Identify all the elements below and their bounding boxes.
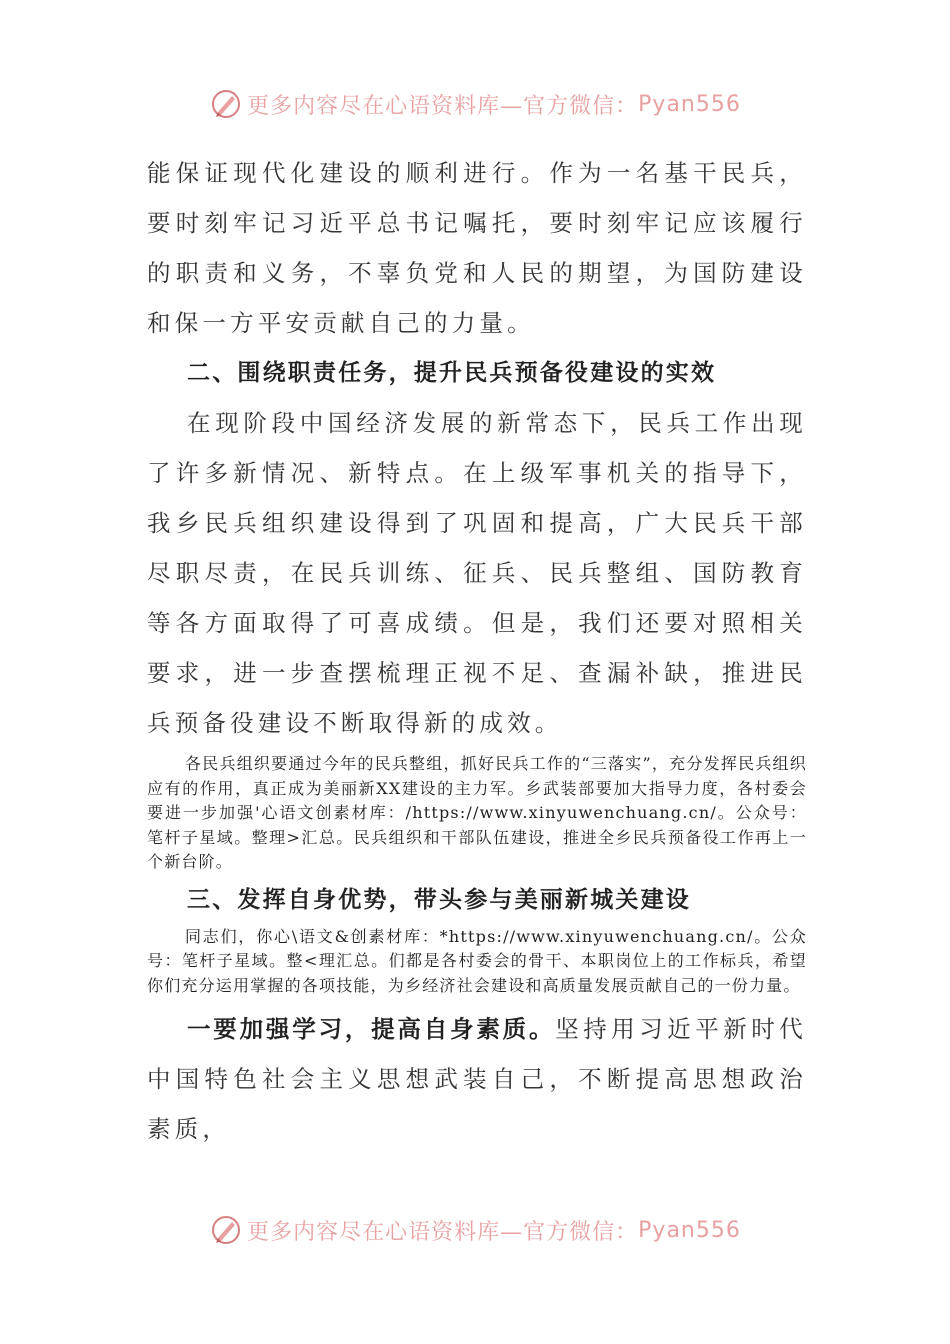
footer-banner [0,1210,950,1250]
section-heading-3: 三、发挥自身优势，带头参与美丽新城关建设 [187,886,691,913]
banner-wechat-id: Pyan556 [638,1217,741,1243]
paragraph-5-text: 坚持用习近平新时代中国特色社会主义思想武装自己，不断提高思想政治素质， [147,1015,807,1143]
document-body [147,148,807,1154]
paragraph-4: 同志们，你心\语文&创素材库：*https://www.xinyuwenchuang.cn/。公众号：笔杆子星域。整<理汇总。们都是各村委会的骨干、本职岗位上的工作标兵，希望你们充分运用掌握的各项技能，为乡经济社会建设和高质量发展贡献自己的一份力量。 [147,926,807,995]
paragraph-5-lead: 一要加强学习，提高自身素质。 [187,1015,556,1043]
paragraph-5 [147,1004,807,1154]
pen-logo-icon [209,87,243,121]
pen-logo-icon [209,1213,243,1247]
banner-text: 更多内容尽在心语资料库—官方微信： [247,93,639,119]
banner-text: 更多内容尽在心语资料库—官方微信： [247,1219,639,1245]
banner-wechat-id: Pyan556 [638,91,741,117]
header-banner [0,84,950,124]
paragraph-1: 能保证现代化建设的顺利进行。作为一名基干民兵，要时刻牢记习近平总书记嘱托，要时刻牢记应该履行的职责和义务，不辜负党和人民的期望，为国防建设和保一方平安贡献自己的力量。 [147,159,807,337]
section-heading-2: 二、围绕职责任务，提升民兵预备役建设的实效 [187,360,717,386]
paragraph-2: 在现阶段中国经济发展的新常态下，民兵工作出现了许多新情况、新特点。在上级军事机关的指导下，我乡民兵组织建设得到了巩固和提高，广大民兵干部尽职尽责，在民兵训练、征兵、民兵整组、国防教育等各方面取得了可喜成绩。但是，我们还要对照相关要求，进一步查摆梳理正视不足、查漏补缺，推进民兵预备役建设不断取得新的成效。 [147,409,807,737]
paragraph-3: 各民兵组织要通过今年的民兵整组，抓好民兵工作的“三落实”，充分发挥民兵组织应有的作用，真正成为美丽新XX建设的主力军。乡武装部要加大指导力度，各村委会要进一步加强'心语文创素材库：/https://www.xinyuwenchuang.cn/。公众号：笔杆子星域。整理>汇总。民兵组织和干部队伍建设，推进全乡民兵预备役工作再上一个新台阶。 [147,754,807,871]
